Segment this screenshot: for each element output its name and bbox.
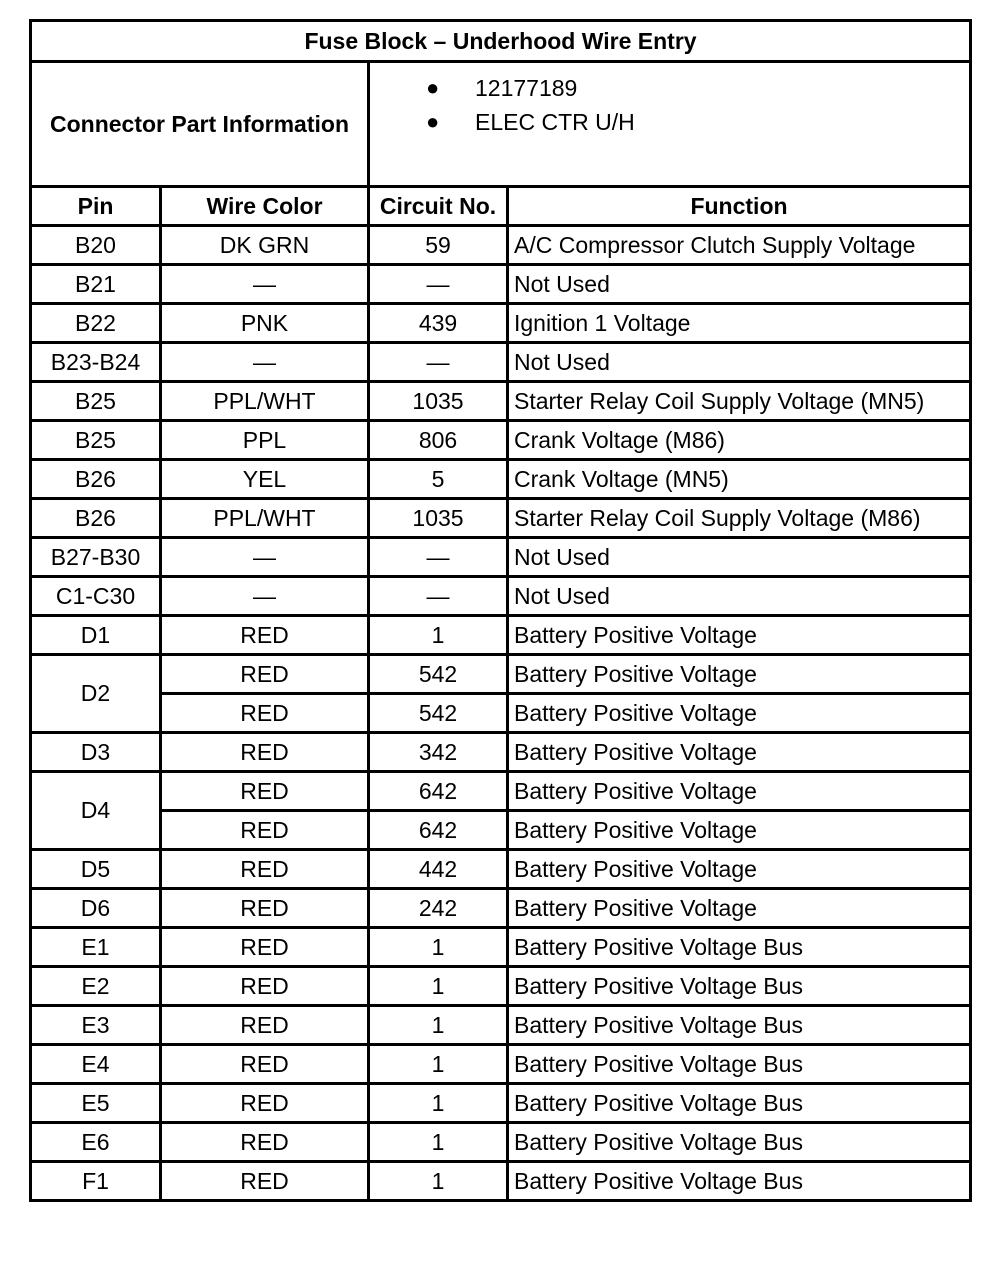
header-circuit: Circuit No. (369, 187, 508, 226)
pin-cell: E1 (31, 928, 161, 967)
wire-color-cell: PPL/WHT (161, 382, 369, 421)
circuit-cell: 1 (369, 1123, 508, 1162)
pin-cell: E6 (31, 1123, 161, 1162)
wire-color-cell: DK GRN (161, 226, 369, 265)
function-cell: Battery Positive Voltage Bus (508, 1006, 971, 1045)
table-row (31, 889, 971, 928)
pin-cell: B26 (31, 499, 161, 538)
header-wire-color: Wire Color (161, 187, 369, 226)
header-function: Function (508, 187, 971, 226)
table-row (31, 694, 971, 733)
table-row (31, 1162, 971, 1201)
part-info-list (370, 75, 969, 143)
circuit-cell: 1035 (369, 499, 508, 538)
circuit-cell: 1 (369, 1006, 508, 1045)
function-cell: Crank Voltage (MN5) (508, 460, 971, 499)
table-row (31, 772, 971, 811)
function-cell: Battery Positive Voltage (508, 889, 971, 928)
pin-cell: B25 (31, 421, 161, 460)
wire-color-cell: RED (161, 1162, 369, 1201)
pin-cell: C1-C30 (31, 577, 161, 616)
wire-color-cell: RED (161, 811, 369, 850)
table-row (31, 850, 971, 889)
function-cell: Not Used (508, 265, 971, 304)
part-description: ELEC CTR U/H (475, 109, 635, 135)
part-info-item (370, 109, 969, 143)
pin-cell: E5 (31, 1084, 161, 1123)
pin-cell: E4 (31, 1045, 161, 1084)
wire-color-cell: — (161, 577, 369, 616)
pin-cell: D3 (31, 733, 161, 772)
function-cell: Battery Positive Voltage (508, 811, 971, 850)
function-cell: A/C Compressor Clutch Supply Voltage (508, 226, 971, 265)
circuit-cell: 1 (369, 1162, 508, 1201)
connector-part-info (369, 62, 971, 187)
circuit-cell: — (369, 538, 508, 577)
circuit-cell: 1 (369, 1084, 508, 1123)
function-cell: Battery Positive Voltage (508, 616, 971, 655)
table-row (31, 928, 971, 967)
function-cell: Battery Positive Voltage (508, 733, 971, 772)
circuit-cell: 1035 (369, 382, 508, 421)
function-cell: Starter Relay Coil Supply Voltage (M86) (508, 499, 971, 538)
function-cell: Battery Positive Voltage (508, 655, 971, 694)
function-cell: Battery Positive Voltage Bus (508, 1045, 971, 1084)
table-row (31, 343, 971, 382)
pin-cell: E2 (31, 967, 161, 1006)
wire-color-cell: — (161, 343, 369, 382)
pin-cell: D2 (31, 655, 161, 733)
circuit-cell: 342 (369, 733, 508, 772)
circuit-cell: 1 (369, 616, 508, 655)
title-row (31, 21, 971, 62)
circuit-cell: 59 (369, 226, 508, 265)
function-cell: Not Used (508, 538, 971, 577)
function-cell: Ignition 1 Voltage (508, 304, 971, 343)
circuit-cell: 5 (369, 460, 508, 499)
connector-part-label: Connector Part Information (31, 62, 369, 187)
table-row (31, 265, 971, 304)
function-cell: Crank Voltage (M86) (508, 421, 971, 460)
wire-color-cell: RED (161, 616, 369, 655)
table-row (31, 1123, 971, 1162)
table-row (31, 382, 971, 421)
function-cell: Battery Positive Voltage Bus (508, 1162, 971, 1201)
pin-cell: B21 (31, 265, 161, 304)
circuit-cell: — (369, 577, 508, 616)
wire-color-cell: RED (161, 694, 369, 733)
pin-cell: B25 (31, 382, 161, 421)
circuit-cell: 242 (369, 889, 508, 928)
part-info-item (370, 75, 969, 109)
connector-table (29, 19, 972, 1202)
pin-cell: B20 (31, 226, 161, 265)
wire-color-cell: RED (161, 1006, 369, 1045)
function-cell: Battery Positive Voltage Bus (508, 1123, 971, 1162)
wire-color-cell: — (161, 538, 369, 577)
circuit-cell: — (369, 265, 508, 304)
function-cell: Battery Positive Voltage Bus (508, 1084, 971, 1123)
pin-cell: D6 (31, 889, 161, 928)
wire-color-cell: RED (161, 772, 369, 811)
wire-color-cell: RED (161, 1084, 369, 1123)
circuit-cell: 1 (369, 928, 508, 967)
header-row (31, 187, 971, 226)
table-row (31, 577, 971, 616)
pin-cell: B22 (31, 304, 161, 343)
circuit-cell: 1 (369, 1045, 508, 1084)
table-title: Fuse Block – Underhood Wire Entry (31, 21, 971, 62)
table-row (31, 304, 971, 343)
table-row (31, 616, 971, 655)
wire-color-cell: YEL (161, 460, 369, 499)
table-row (31, 655, 971, 694)
circuit-cell: 642 (369, 772, 508, 811)
wire-color-cell: PPL/WHT (161, 499, 369, 538)
circuit-cell: 1 (369, 967, 508, 1006)
part-number: 12177189 (475, 75, 578, 101)
connector-part-row (31, 62, 971, 187)
wire-color-cell: PPL (161, 421, 369, 460)
pin-cell: E3 (31, 1006, 161, 1045)
bullet-icon: ● (426, 109, 440, 134)
table-row (31, 421, 971, 460)
wire-color-cell: RED (161, 850, 369, 889)
circuit-cell: 642 (369, 811, 508, 850)
table-row (31, 226, 971, 265)
wire-color-cell: — (161, 265, 369, 304)
wire-color-cell: RED (161, 733, 369, 772)
circuit-cell: 806 (369, 421, 508, 460)
function-cell: Battery Positive Voltage Bus (508, 928, 971, 967)
pin-cell: D5 (31, 850, 161, 889)
table-row (31, 967, 971, 1006)
pin-cell: D1 (31, 616, 161, 655)
table-row (31, 499, 971, 538)
table-row (31, 811, 971, 850)
table-row (31, 1084, 971, 1123)
wire-color-cell: RED (161, 889, 369, 928)
function-cell: Battery Positive Voltage (508, 850, 971, 889)
wire-color-cell: RED (161, 1123, 369, 1162)
function-cell: Battery Positive Voltage (508, 772, 971, 811)
wire-color-cell: RED (161, 928, 369, 967)
wire-color-cell: RED (161, 655, 369, 694)
circuit-cell: 442 (369, 850, 508, 889)
function-cell: Battery Positive Voltage Bus (508, 967, 971, 1006)
pin-cell: B23-B24 (31, 343, 161, 382)
header-pin: Pin (31, 187, 161, 226)
function-cell: Not Used (508, 343, 971, 382)
circuit-cell: — (369, 343, 508, 382)
wire-color-cell: RED (161, 1045, 369, 1084)
pin-cell: B26 (31, 460, 161, 499)
table-row (31, 460, 971, 499)
wire-color-cell: PNK (161, 304, 369, 343)
function-cell: Starter Relay Coil Supply Voltage (MN5) (508, 382, 971, 421)
table-row (31, 1045, 971, 1084)
bullet-icon: ● (426, 75, 440, 100)
function-cell: Not Used (508, 577, 971, 616)
pin-cell: F1 (31, 1162, 161, 1201)
table-row (31, 733, 971, 772)
table-row (31, 1006, 971, 1045)
circuit-cell: 439 (369, 304, 508, 343)
circuit-cell: 542 (369, 694, 508, 733)
circuit-cell: 542 (369, 655, 508, 694)
pin-cell: D4 (31, 772, 161, 850)
function-cell: Battery Positive Voltage (508, 694, 971, 733)
pin-cell: B27-B30 (31, 538, 161, 577)
table-row (31, 538, 971, 577)
wire-color-cell: RED (161, 967, 369, 1006)
